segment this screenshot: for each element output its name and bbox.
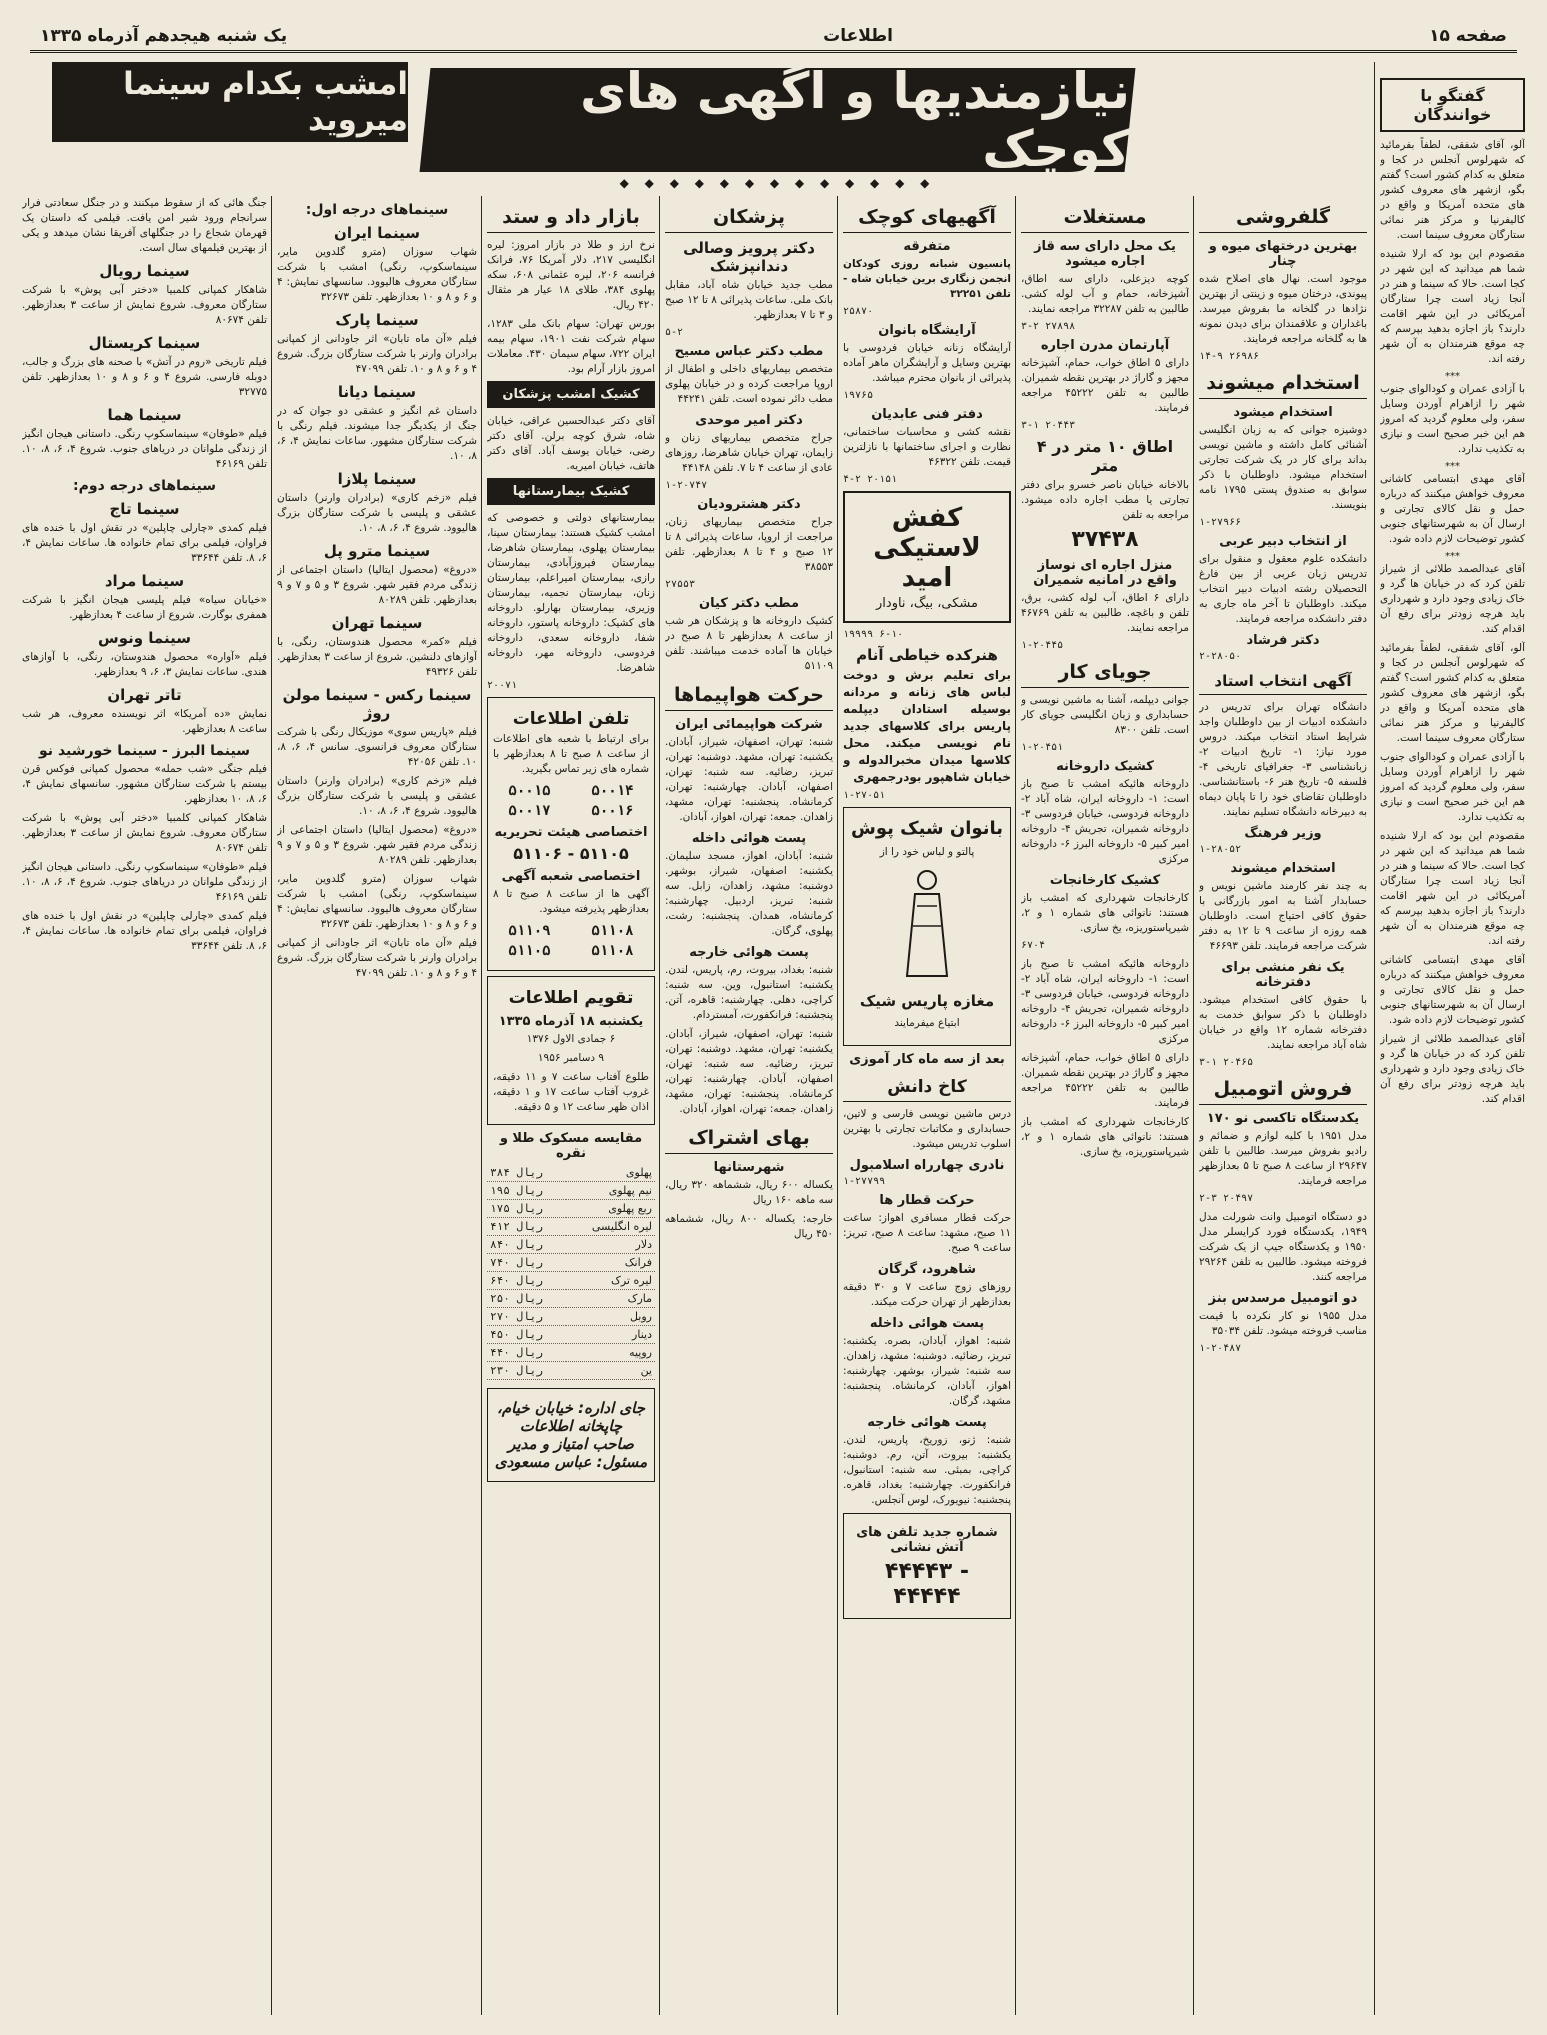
ad-text: کارخانجات شهرداری که امشب باز هستند: نانوائی های شماره ۱ و ۲، شیرپاستوریزه، یخ سازی. bbox=[1021, 1116, 1189, 1158]
section-title: کشیک بیمارستانها bbox=[487, 478, 655, 505]
coin-price: ۳۸۴ ریال bbox=[487, 1164, 566, 1182]
ad-code: ۲۰۰۷۱ bbox=[487, 680, 518, 691]
column-small-ads bbox=[843, 196, 1011, 2015]
ad-text: مطب جدید خیابان شاه آباد، مقابل بانک ملی. ساعات پذیرائی ۸ تا ۱۲ صبح و ۳ تا ۷ بعدازظهر. bbox=[665, 279, 833, 321]
coin-price-row bbox=[487, 1164, 655, 1182]
coin-name: ربع پهلوی bbox=[566, 1200, 655, 1218]
ad-title: استخدام میشوند bbox=[1230, 861, 1336, 876]
classifieds-area bbox=[22, 196, 1525, 2015]
ad-code: ۱-۲۷۹۶۶ bbox=[1199, 517, 1242, 528]
page-number: صفحه ۱۵ bbox=[1429, 26, 1507, 46]
calendar-text: طلوع آفتاب ساعت ۷ و ۱۱ دقیقه، غروب آفتاب ساعت ۱۷ و ۱ دقیقه، اذان ظهر ساعت ۱۲ و ۵ دقیقه. bbox=[493, 1071, 649, 1113]
ad-text: شنبه: ژنو، زوریخ، پاریس، لندن. یکشنبه: بیروت، آتن، رم. دوشنبه: کراچی، بمبئی. سه شنبه: استانبول، فرانکفورت. چهارشنبه: بغداد، قاهره. پنجشنبه: نیویورک، لوس آنجلس. bbox=[843, 1434, 1011, 1506]
calendar-box bbox=[487, 976, 655, 1125]
cinema-text: فیلم «طوفان» سینماسکوپ رنگی. داستانی هیجان انگیز از زندگی ملوانان در دریاهای جنوب. شروع ۴، ۶، ۸، ۱۰. تلفن ۴۶۱۶۹ bbox=[22, 428, 267, 470]
ad-title: دو اتومبیل مرسدس بنز bbox=[1208, 1291, 1358, 1306]
ad-title: شهرستانها bbox=[713, 1160, 785, 1175]
cinema-text: «دروغ» (محصول ایتالیا) داستان اجتماعی از زندگی مردم فقیر شهر. شروع ۳ و ۵ و ۷ و ۹ بعدازظهر. تلفن ۸۰۲۸۹ bbox=[277, 564, 477, 606]
ad-text: متخصص بیماریهای داخلی و اطفال از اروپا مراجعت کرده و در خیابان پهلوی مطب دائر نموده است. تلفن ۴۴۲۴۱ bbox=[665, 363, 833, 405]
ad-text: دوشیزه جوانی که به زبان انگلیسی آشنائی کامل داشته و ماشین نویسی بداند برای کار در یک شرکت تجارتی استخدام میشود. داوطلبان با ذکر سوابق به صندوق پستی ۱۷۹۵ نامه بنویسند. bbox=[1199, 424, 1367, 511]
ad-text: آقای دکتر عبدالحسین عراقی، خیابان شاه، شرق کوچه برلن. آقای دکتر رضی، خیابان یوسف آباد. آقای دکتر هاتف، خیابان امیریه. bbox=[487, 415, 655, 472]
ad-code: ۱-۲۰۴۸۷ bbox=[1199, 1343, 1242, 1354]
ad-code: ۳-۲ ۲۷۸۹۸ bbox=[1021, 321, 1076, 332]
readers-paragraph: آلو، آقای شفقی، لطفاً بفرمائید که شهرلوس آنجلس در کجا و متعلق به کدام کشور است؟ گفتم بگو، ازشهر های معروف کشور های متحده آمریکا و واقع در کالیفرنیا و مرکز هنر نمائی ستارگان معروف سینما است. bbox=[1380, 139, 1525, 241]
ad-text: داروخانه هائیکه امشب تا صبح باز است: ۱- داروخانه ایران، شاه آباد ۲- داروخانه فردوسی، خیابان فردوسی ۳- داروخانه شمیران، تجریش ۴- داروخانه امیر کبیر ۵- داروخانه البرز ۶- داروخانه مرکزی bbox=[1021, 778, 1189, 865]
coin-name: مارک bbox=[566, 1290, 655, 1308]
ad-text: به چند نفر کارمند ماشین نویس و حسابدار آشنا به امور بازرگانی با حقوق کافی احتیاج است. داوطلبان همه روزه از ساعت ۹ تا ۱۲ به دفتر شرکت مراجعه فرمایند. تلفن ۴۶۶۹۳ bbox=[1199, 880, 1367, 952]
ad-title: متفرقه bbox=[903, 239, 951, 254]
ad-text: شنبه: آبادان، اهواز، مسجد سلیمان. یکشنبه: اصفهان، شیراز، بوشهر. دوشنبه: مشهد، زاهدان، زابل. سه شنبه: تبریز، اردبیل. چهارشنبه: کرمانشاه، همدان. پنجشنبه: رشت، پهلوی، گرگان. bbox=[665, 850, 833, 937]
cinema-text: شاهکار کمپانی کلمبیا «دختر آبی پوش» با شرکت ستارگان معروف. شروع نمایش از ساعت ۳ بعدازظهر. تلفن ۸۰۶۷۴ bbox=[22, 812, 267, 854]
calendar-date-hijri: ۶ جمادی الاول ۱۳۷۶ bbox=[526, 1033, 616, 1045]
ad-title: اطاق ۱۰ متر در ۴ متر bbox=[1036, 437, 1174, 475]
readers-paragraph: آقای مهدی ابتسامی کاشانی معروف خواهش میکنند که درباره حمل و نقل کالای تجارتی و ارسال آن به شهرستانهای جنوبی کشور توضیحات لازم داده شود. bbox=[1380, 473, 1525, 545]
readers-paragraph: آلو، آقای شفقی، لطفاً بفرمائید که شهرلوس آنجلس در کجا و متعلق به کدام کشور است؟ گفتم بگو، ازشهر های معروف کشور های متحده آمریکا و واقع در کالیفرنیا و مرکز هنر نمائی ستارگان معروف سینما است. bbox=[1380, 642, 1525, 744]
coin-name: دینار bbox=[566, 1326, 655, 1344]
cinema-text: شهاب سوزان (مترو گلدوین مایر، سینماسکوپ، رنگی) امشب با شرکت ستارگان معروف هالیوود. سانسهای نمایش: ۴ و ۶ و ۸ و ۱۰ بعدازظهر. تلفن ۳۲۶۷۳ bbox=[277, 873, 477, 930]
cinema-name: سینما مترو پل bbox=[323, 542, 431, 560]
ad-title: نادری چهارراه اسلامبول bbox=[849, 1158, 1005, 1173]
cinema-name: سینما کریستال bbox=[88, 334, 201, 352]
publisher-owner: صاحب امتیاز و مدیر مسئول: عباس مسعودی bbox=[494, 1435, 648, 1471]
ad-text: داروخانه هائیکه امشب تا صبح باز است: ۱- داروخانه ایران، شاه آباد ۲- داروخانه فردوسی، خیابان فردوسی ۳- داروخانه شمیران، تجریش ۴- داروخانه امیر کبیر ۵- داروخانه البرز ۶- داروخانه مرکزی bbox=[1021, 958, 1189, 1045]
section-title: فروش اتومبیل bbox=[1199, 1074, 1367, 1105]
column-cinemas-2 bbox=[22, 196, 267, 2015]
readers-paragraph: مقصودم این بود که ارلا شنیده شما هم میدانید که این شهر در کجا است. حالا که سینما و هنر در آنجا زیاد است چرا ستارگان آمریکائی در این شهر اقامت دارند؟ باز اجازه بدهید بپرسم که چه موقع هنرمندان به آن شهر رفته اند. bbox=[1380, 830, 1525, 947]
cinema-name: تاتر تهران bbox=[107, 686, 182, 704]
coin-name: پهلوی bbox=[566, 1164, 655, 1182]
coin-price-row bbox=[487, 1218, 655, 1236]
ad-title: دکتر فرشاد bbox=[1246, 633, 1320, 648]
ad-text: با حقوق کافی استخدام میشود. داوطلبان با ذکر سوابق خدمت به دفترخانه شماره ۱۲ واقع در خیابان شاه آباد مراجعه نمایند. bbox=[1199, 994, 1367, 1051]
ad-code: ۱-۲۸۰۵۲ bbox=[1199, 844, 1242, 855]
ad-text: کشیک داروخانه ها و پزشکان هر شب از ساعت ۸ بعدازظهر تا ۸ صبح در خیابان ها آماده خدمت میباشند. تلفن ۵۱۱۰۹ bbox=[665, 615, 833, 672]
coin-price: ۸۴۰ ریال bbox=[487, 1236, 566, 1254]
phone-number: ۵۱۱۰۸ bbox=[591, 923, 634, 939]
ad-text: جراح متخصص بیماریهای زنان و زایمان، تهران خیابان شاهرضا، روزهای عادی از ساعت ۴ تا ۷. تلفن ۴۴۱۴۸ bbox=[665, 432, 833, 474]
cinema-name: سینما هما bbox=[107, 406, 182, 424]
ad-text: دارای ۵ اطاق خواب، حمام، آشپزخانه مجهز و گاراژ در بهترین نقطه شمیران. طالبین به تلفن ۴۵۲۲۲ مراجعه فرمایند. bbox=[1021, 357, 1189, 414]
column-market bbox=[487, 196, 655, 2015]
ad-text: نقشه کشی و محاسبات ساختمانی، نظارت و اجرای ساختمانها با نازلترین قیمت. تلفن ۴۶۳۲۲ bbox=[843, 426, 1011, 468]
ad-title: بعد از سه ماه کار آموزی bbox=[849, 1052, 1005, 1067]
section-title: آگهی انتخاب استاد bbox=[1199, 668, 1367, 695]
readers-paragraph: آقای عبدالصمد طلائی از شیراز تلفن کرد که در خیابان ها گرد و خاک زیادی وجود دارد و شهرداری باید هرچه زودتر برای رفع آن اقدام کند. bbox=[1380, 1033, 1525, 1105]
coin-price: ۲۷۰ ریال bbox=[487, 1308, 566, 1326]
section-title: آگهیهای کوچک bbox=[843, 202, 1011, 233]
ad-text: دارای ۶ اطاق، آب لوله کشی، برق، تلفن و باغچه. طالبین به تلفن ۴۶۷۶۹ مراجعه نمایند. bbox=[1021, 592, 1189, 634]
ad-title: یک محل دارای سه قاز اجاره میشود bbox=[1034, 239, 1176, 269]
cinema-text: فیلم «آواره» محصول هندوستان، رنگی، با آوازهای هندی. ساعات نمایش ۳، ۶، ۹ بعدازظهر. bbox=[22, 651, 267, 678]
ad-title: پست هوائی خارجه bbox=[867, 1415, 987, 1430]
cinema-name: سینما تهران bbox=[331, 614, 423, 632]
ad-title: بهترین درختهای میوه و چنار bbox=[1208, 239, 1358, 269]
ad-text: دارای ۵ اطاق خواب، حمام، آشپزخانه مجهز و گاراژ در بهترین نقطه شمیران. طالبین به تلفن ۴۵۲۲۲ مراجعه فرمایند. bbox=[1021, 1052, 1189, 1109]
column-cinemas-1 bbox=[277, 196, 477, 2015]
coin-price: ۲۳۰ ریال bbox=[487, 1362, 566, 1380]
ad-title: از انتخاب دبیر عربی bbox=[1219, 534, 1347, 549]
phone-number: ۵۰۰۱۵ bbox=[508, 783, 551, 799]
column-rule bbox=[481, 196, 482, 2015]
readers-paragraph: با آزادی عمران و کودالوای جنوب شهر را ازاهرام آوردن وسایل سفر، ولی معلوم گردید که امروز هم این خبر صحیح است و نیازی به تکذیب ندارد. bbox=[1380, 751, 1525, 823]
coin-price: ۴۴۰ ریال bbox=[487, 1344, 566, 1362]
divider: *** bbox=[1445, 551, 1460, 562]
cinema-text: فیلم تاریخی «روم در آتش» با صحنه های بزرگ و جالب، دوبله فارسی. شروع ۴ و ۶ و ۸ و ۱۰ بعدازظهر. تلفن ۳۲۷۷۵ bbox=[22, 356, 267, 398]
ad-code: ۱-۲۰۴۵۱ bbox=[1021, 742, 1064, 753]
ad-text: مدل ۱۹۵۵ نو کار نکرده با قیمت مناسب فروخته میشود. تلفن ۳۵۰۳۴ bbox=[1199, 1310, 1367, 1337]
phone-number: ۵۰۰۱۶ bbox=[591, 803, 634, 819]
calendar-title: تقویم اطلاعات bbox=[508, 988, 634, 1008]
ad-title: پست هوائی داخله bbox=[869, 1316, 985, 1331]
ad-title: کشیک کارخانجات bbox=[1049, 873, 1161, 888]
phone-number: ۵۱۱۰۸ bbox=[591, 943, 634, 959]
cinema-name: سینما دیانا bbox=[337, 383, 417, 401]
coin-price-row bbox=[487, 1308, 655, 1326]
ad-text: شنبه: تهران، اصفهان، شیراز، آبادان. یکشنبه: تهران، مشهد. دوشنبه: تهران، تبریز، رضائیه. سه شنبه: تهران، اصفهان، آبادان. چهارشنبه: تهران، کرمانشاه. پنجشنبه: تهران، مشهد، زاهدان. جمعه: تهران، اهواز، آبادان. bbox=[665, 736, 833, 823]
coin-name: فرانک bbox=[566, 1254, 655, 1272]
ad-code: ۳-۱ ۲۰۴۶۵ bbox=[1199, 1057, 1254, 1068]
coin-price-row bbox=[487, 1272, 655, 1290]
cinema-text: فیلم جنگی «شب حمله» محصول کمپانی فوکس قرن بیستم با شرکت ستارگان مشهور. سانسهای نمایش ۴، ۶، ۸، ۱۰ بعدازظهر. bbox=[22, 763, 267, 805]
coin-name: روپیه bbox=[566, 1344, 655, 1362]
ad-title: یکدستگاه تاکسی نو ۱۷۰ bbox=[1206, 1111, 1360, 1126]
ad-title: هنرکده خیاطی آنام bbox=[856, 646, 998, 664]
section-title: بازار داد و ستد bbox=[487, 202, 655, 233]
ads-dept-numbers bbox=[493, 923, 649, 959]
ad-code: ۱-۲۷۷۹۹ bbox=[843, 1176, 886, 1187]
ad-text: شنبه: اهواز، آبادان، بصره. یکشنبه: تبریز، رضائیه. دوشنبه: مشهد، زاهدان. سه شنبه: شیراز، بوشهر. چهارشنبه: اهواز، آبادان، کرمانشاه. پنجشنبه: مشهد، گرگان. bbox=[843, 1335, 1011, 1407]
cinema-text: فیلم «پاریس سوی» موزیکال رنگی با شرکت ستارگان معروف فرانسوی. سانس ۴، ۶، ۸، ۱۰. تلفن ۴۲۰۵۶ bbox=[277, 726, 477, 768]
ad-title: شاهرود، گرگان bbox=[877, 1262, 977, 1277]
ad-text: کوچه دیزعلی، دارای سه اطاق، آشپزخانه، حمام و آب لوله کشی. طالبین به تلفن ۳۲۲۸۷ مراجعه نمایند. bbox=[1021, 273, 1189, 315]
column-doctors bbox=[665, 196, 833, 2015]
fashion-advertisement bbox=[843, 807, 1011, 1046]
ad-code: ۴-۲ ۲۰۱۵۱ bbox=[843, 474, 898, 485]
section-title: کاخ دانش bbox=[843, 1073, 1011, 1102]
cinema-name: سینما ونوس bbox=[98, 629, 191, 647]
ad-title: حرکت قطار ها bbox=[879, 1193, 975, 1208]
ad-title: پست هوائی داخله bbox=[691, 831, 807, 846]
fire-dept-phone: ۴۴۴۴۳ - ۴۴۴۴۴ bbox=[885, 1559, 969, 1609]
phone-directory bbox=[487, 697, 655, 971]
readers-paragraph: با آزادی عمران و کودالوای جنوب شهر را ازاهرام آوردن وسایل سفر، ولی معلوم گردید که امروز هم این خبر صحیح است و نیازی به تکذیب ندارد. bbox=[1380, 383, 1525, 455]
ad-code: ۲-۲۸۰۵۰ bbox=[1199, 651, 1242, 662]
coin-price-row bbox=[487, 1290, 655, 1308]
phone-number: ۵۰۰۱۴ bbox=[591, 783, 634, 799]
ads-dept-title: اختصاصی شعبه آگهی bbox=[501, 869, 641, 884]
column-rule bbox=[837, 196, 838, 2015]
cinema-name: سینما ایران bbox=[334, 224, 420, 242]
ad-title: آپارتمان مدرن اجاره bbox=[1040, 338, 1170, 353]
coin-price-row bbox=[487, 1362, 655, 1380]
ad-title: مطب دکتر کیان bbox=[699, 596, 799, 611]
ad-code: ۱-۲۰۴۴۵ bbox=[1021, 640, 1064, 651]
cinema-name: سینما مراد bbox=[104, 572, 185, 590]
ad-text: جوانی دیپلمه، آشنا به ماشین نویسی و حسابداری و زبان انگلیسی جویای کار است. تلفن ۸۳۰۰ bbox=[1021, 694, 1189, 736]
column-rule bbox=[271, 196, 272, 2015]
ad-title: مطب دکتر عباس مسیح bbox=[674, 344, 824, 359]
cinema-text: «دروغ» (محصول ایتالیا) داستان اجتماعی از زندگی مردم فقیر شهر. شروع ۳ و ۵ و ۷ و ۹ بعدازظهر. تلفن ۸۰۲۸۹ bbox=[277, 824, 477, 866]
editorial-phone: ۵۱۱۰۶ - ۵۱۱۰۵ bbox=[513, 844, 629, 863]
coin-name: روبل bbox=[566, 1308, 655, 1326]
ad-title: منزل اجاره ای نوساز واقع در امانیه شمیران bbox=[1033, 558, 1177, 588]
ad-title: دفتر فنی عابدیان bbox=[871, 407, 983, 422]
section-title: مستغلات bbox=[1021, 202, 1189, 233]
fashion-ad-line: ابتیاع میفرمایند bbox=[894, 1017, 960, 1029]
coin-price: ۲۵۰ ریال bbox=[487, 1290, 566, 1308]
ad-code: ۵-۲ bbox=[665, 327, 684, 338]
fashion-ad-title: بانوان شیک پوش bbox=[851, 818, 1003, 839]
ad-text: بالاخانه خیابان ناصر خسرو برای دفتر تجارتی یا مطب اجاره داده میشود. مراجعه به تلفن bbox=[1021, 479, 1189, 521]
decorative-divider: ◆ ◆ ◆ ◆ ◆ ◆ ◆ ◆ ◆ ◆ ◆ ◆ ◆ bbox=[619, 176, 936, 190]
ad-title: شماره جدید تلفن های آتش نشانی bbox=[856, 1525, 998, 1555]
readers-title: گفتگو با خوانندگان bbox=[1380, 78, 1525, 132]
cinema-text: فیلم «آن ماه تابان» اثر جاودانی از کمپانی برادران وارنر با شرکت ستارگان بزرگ. شروع ۴ و ۶ و ۸ و ۱۰. تلفن ۴۷۰۹۹ bbox=[277, 937, 477, 979]
classifieds-banner-text: نیازمندیها و آگهی های کوچک bbox=[580, 62, 1130, 178]
shoe-advertisement bbox=[843, 491, 1011, 623]
ad-text: موجود است. نهال های اصلاح شده پیوندی، درختان میوه و زینتی از بهترین نژادها در گلخانه ما بفروش میرسد. باغداران و علاقمندان برای دیدن نمونه ها به گلخانه مراجعه فرمایند. bbox=[1199, 273, 1367, 345]
ad-text: مدل ۱۹۵۱ با کلیه لوازم و ضمائم و رادیو بفروش میرسد. طالبین با تلفن ۲۹۶۴۷ از ساعت ۸ صبح تا ۵ بعدازظهر مراجعه فرمایند. bbox=[1199, 1130, 1367, 1187]
cinema-banner-text: امشب بکدام سینما میروید bbox=[123, 66, 408, 138]
phone-directory-title: تلفن اطلاعات bbox=[512, 709, 630, 729]
section-title: سینماهای درجه اول: bbox=[305, 202, 449, 218]
cinema-text: نمایش «ده آمریکا» اثر نویسنده معروف، هر شب ساعت ۸ بعدازظهر. bbox=[22, 708, 267, 735]
section-title: جویای کار bbox=[1021, 657, 1189, 688]
coin-price-row bbox=[487, 1326, 655, 1344]
ad-code: ۲-۳ ۲۰۴۹۷ bbox=[1199, 1193, 1254, 1204]
ad-text: دانشگاه تهران برای تدریس در دانشکده ادبیات از بین داوطلبان واجد شرایط استاد انتخاب میکند. دروس مورد نیاز: ۱- تاریخ ادبیات ۲- زبانشناسی ۳- جغرافیای تاریخی ۴- فلسفه ۵- تاریخ هنر ۶- باستانشناسی. داوطلبان تقاضای خود را تا پایان دیماه به دبیرخانه دانشگاه تسلیم نمایند. bbox=[1199, 701, 1367, 818]
ad-title: دکتر پرویز وصالی دندانپزشک bbox=[683, 239, 815, 275]
cinema-name: سینما رویال bbox=[99, 262, 190, 280]
phone-number: ۵۰۰۱۷ bbox=[508, 803, 551, 819]
coin-price-row bbox=[487, 1182, 655, 1200]
ad-text: دانشکده علوم معقول و منقول برای تدریس زبان عربی از بین فارغ التحصیلان رشته ادبیات دبیر انتخاب میکند. داوطلبان تا آخر ماه جاری به دفتر دانشکده مراجعه فرمایند. bbox=[1199, 553, 1367, 625]
section-title: پزشکان bbox=[665, 202, 833, 233]
cinema-text: فیلم «آن ماه تابان» اثر جاودانی از کمپانی برادران وارنر با شرکت ستارگان بزرگ. شروع ۴ و ۶ و ۸ و ۱۰. تلفن ۴۷۰۹۹ bbox=[277, 333, 477, 375]
coin-price: ۴۵۰ ریال bbox=[487, 1326, 566, 1344]
coin-price-row bbox=[487, 1254, 655, 1272]
cinema-text: داستان غم انگیز و عشقی دو جوان که در جنگ از یکدیگر جدا میشوند. فیلم رنگی با شرکت ستارگان مشهور. ساعات نمایش ۴، ۶، ۸، ۱۰. bbox=[277, 405, 477, 462]
ad-code: ۱-۲۰۷۴۷ bbox=[665, 480, 708, 491]
ad-code: ۱-۲۷۰۵۱ bbox=[843, 790, 886, 801]
ad-text: پانسیون شبانه روزی کودکان انجمن زنگاری برین خیابان شاه - تلفن ۳۲۲۵۱ bbox=[843, 258, 1011, 300]
issue-date: یک شنبه هیجدهم آذرماه ۱۳۳۵ bbox=[40, 26, 288, 46]
fire-dept-phone-box bbox=[843, 1513, 1011, 1619]
column-rule bbox=[1193, 196, 1194, 2015]
phone-numbers bbox=[493, 783, 649, 819]
market-text: بورس تهران: سهام بانک ملی ۱۲۸۳، سهام شرکت نفت ۱۹۰۱، سهام بیمه ایران ۷۲۲، سهام سیمان ۴۳۰. معاملات امروز بازار آرام بود. bbox=[487, 318, 655, 375]
cinema-name: سینما رکس - سینما مولن روژ bbox=[282, 686, 472, 722]
cinema-intro: جنگ هائی که از سقوط میکنند و در جنگل سعادتی فرار سرانجام ورود شیر امن یافت. فیلمی که داستان یک قهرمان شجاع را در جنگلهای آفریقا نشان میدهد و یکی از بهترین فیلمهای سال است. bbox=[22, 197, 267, 254]
ad-title: پست هوائی خارجه bbox=[689, 945, 809, 960]
ad-title: شرکت هواپیمائی ایران bbox=[675, 717, 823, 732]
ad-text: دو دستگاه اتومبیل وانت شورلت مدل ۱۹۴۹، یکدستگاه فورد کرایسلر مدل ۱۹۵۰ و یکدستگاه جیپ از یک شرکت فروخته میشود. طالبین به تلفن ۲۹۲۶۴ مراجعه کنند. bbox=[1199, 1211, 1367, 1283]
phone-number: ۵۱۱۰۹ bbox=[508, 923, 551, 939]
ad-text: جراح متخصص بیماریهای زنان، مراجعت از اروپا، ساعات پذیرائی ۸ تا ۱۲ صبح و ۴ تا ۸ بعدازظهر. تلفن ۳۸۵۵۳ bbox=[665, 516, 833, 573]
coin-price: ۶۴۰ ریال bbox=[487, 1272, 566, 1290]
cinema-text: فیلم «کمر» محصول هندوستان، رنگی، با آوازهای دلنشین. شروع از ساعت ۳ بعدازظهر. تلفن ۴۹۳۲۶ bbox=[277, 636, 477, 678]
ad-title: کشیک داروخانه bbox=[1056, 759, 1154, 774]
ad-code: ۲۵۸۷۰ bbox=[843, 306, 874, 317]
coin-price-row bbox=[487, 1236, 655, 1254]
ad-text: درس ماشین نویسی فارسی و لاتین، حسابداری و مکاتبات تجارتی با بهترین اسلوب تدریس میشود. bbox=[843, 1108, 1011, 1150]
column-real-estate bbox=[1021, 196, 1189, 2015]
cinema-text: فیلم «زخم کاری» (برادران وارنر) داستان عشقی و پلیسی با شرکت ستارگان بزرگ هالیوود. شروع ۴، ۶، ۸، ۱۰. bbox=[277, 775, 477, 817]
ad-code: ۳-۱ ۲۰۴۴۳ bbox=[1021, 420, 1076, 431]
cinema-text: فیلم کمدی «چارلی چاپلین» در نقش اول با خنده های فراوان، فیلمی برای تمام خانواده ها. ساعات نمایش ۴، ۶، ۸. تلفن ۳۳۶۴۴ bbox=[22, 910, 267, 952]
divider: *** bbox=[1445, 461, 1460, 472]
ad-text: بیمارستانهای دولتی و خصوصی که امشب کشیک هستند: بیمارستان سینا، بیمارستان پهلوی، بیمارستان شاهرضا، بیمارستان فیروزآبادی، بیمارستان رازی، بیمارستان امیراعلم، بیمارستان زنان، بیمارستان نجمیه، بیمارستان وزیری، بیمارستان بهارلو. داروخانه های کشیک: داروخانه پاستور، داروخانه شفا، داروخانه سعدی، داروخانه فردوسی، داروخانه مهر، داروخانه شاهرضا. bbox=[487, 512, 655, 674]
ad-text: کارخانجات شهرداری که امشب باز هستند: نانوائی های شماره ۱ و ۲، شیرپاستوریزه، یخ سازی. bbox=[1021, 892, 1189, 934]
cinema-text: «خیابان سیاه» فیلم پلیسی هیجان انگیز با شرکت همفری بوگارت. شروع از ساعت ۴ بعدازظهر. bbox=[22, 594, 267, 621]
publisher-signature bbox=[487, 1388, 655, 1482]
coin-price: ۴۱۲ ریال bbox=[487, 1218, 566, 1236]
ad-code: ۱۹۹۹۹ ۶-۱۰ bbox=[843, 629, 904, 640]
ad-text: خارجه: یکساله ۸۰۰ ریال، ششماهه ۴۵۰ ریال bbox=[665, 1213, 833, 1240]
ad-text: شنبه: بغداد، بیروت، رم، پاریس، لندن. یکشنبه: استانبول، وین. سه شنبه: کراچی، دهلی. چهارشنبه: قاهره، آتن. پنجشنبه: فرانکفورت، آمستردام. bbox=[665, 964, 833, 1021]
ads-dept-text: آگهی ها از ساعت ۸ صبح تا ۸ بعدازظهر پذیرفته میشود. bbox=[493, 888, 650, 915]
page-header bbox=[30, 22, 1517, 53]
readers-paragraph: آقای عبدالصمد طلائی از شیراز تلفن کرد که در خیابان ها گرد و خاک زیادی وجود دارد و شهرداری باید هرچه زودتر برای رفع آن اقدام کند. bbox=[1380, 563, 1525, 635]
ad-title: استخدام میشود bbox=[1233, 405, 1333, 420]
woman-figure-icon bbox=[887, 866, 967, 986]
cinema-text: شهاب سوزان (مترو گلدوین مایر، سینماسکوپ، رنگی) امشب با شرکت ستارگان معروف هالیوود. سانسهای نمایش: ۴ و ۶ و ۸ و ۱۰ بعدازظهر. تلفن ۳۲۶۷۳ bbox=[277, 246, 477, 303]
ad-code: ۱۹۷۶۵ bbox=[843, 390, 874, 401]
section-title: سینماهای درجه دوم: bbox=[73, 478, 216, 494]
calendar-date: یکشنبه ۱۸ آذرماه ۱۳۳۵ bbox=[498, 1014, 644, 1029]
calendar-date-gregorian: ۹ دسامبر ۱۹۵۶ bbox=[537, 1052, 605, 1064]
newspaper-name: اطلاعات bbox=[823, 26, 893, 46]
ad-title: دکتر امیر موحدی bbox=[695, 413, 803, 428]
ad-title: یک نفر منشی برای دفترخانه bbox=[1221, 960, 1345, 990]
ad-title: وزیر فرهنگ bbox=[1244, 826, 1322, 841]
publisher-address: جای اداره: خیابان خیام، چاپخانه اطلاعات bbox=[497, 1399, 645, 1435]
market-text: نرخ ارز و طلا در بازار امروز: لیره انگلیسی ۲۱۷، دلار آمریکا ۷۶، فرانک فرانسه ۲۰۶، لیره عثمانی ۶۰۸، سکه پهلوی ۳۸۴، طلای ۱۸ عیار هر مثقال ۴۲۰ ریال. bbox=[487, 239, 655, 311]
cinema-text: فیلم «زخم کاری» (برادران وارنر) داستان عشقی و پلیسی با شرکت ستارگان بزرگ هالیوود. شروع ۴، ۶، ۸، ۱۰. bbox=[277, 492, 477, 534]
readers-paragraph: آقای مهدی ابتسامی کاشانی معروف خواهش میکنند که درباره حمل و نقل کالای تجارتی و ارسال آن به شهرستانهای جنوبی کشور توضیحات لازم داده شود. bbox=[1380, 954, 1525, 1026]
shoe-ad-title: کفش لاستیکی امید bbox=[873, 503, 981, 593]
coin-price: ۱۷۵ ریال bbox=[487, 1200, 566, 1218]
ad-code: ۶۷۰۴ bbox=[1021, 940, 1046, 951]
ad-text: برای تعلیم برش و دوخت لباس های زنانه و مردانه بوسیله استادان دیپلمه پاریس برای کلاسهای جدید نام نویسی میکند. محل کلاسها میدان مخبرالدوله و خیابان شاهپور بودرجمهری bbox=[843, 668, 1011, 784]
cinema-banner bbox=[52, 62, 408, 142]
ad-title: آرایشگاه بانوان bbox=[878, 323, 976, 338]
section-title: گلفروشی bbox=[1199, 202, 1367, 233]
section-title: بهای اشتراک bbox=[665, 1123, 833, 1154]
ad-phone: ۳۷۴۳۸ bbox=[1071, 527, 1139, 552]
cinema-name: سینما پارک bbox=[335, 311, 419, 329]
ad-text: شنبه: تهران، اصفهان، شیراز، آبادان. یکشنبه: تهران، مشهد. دوشنبه: تهران، تبریز، رضائیه. سه شنبه: تهران، اصفهان، آبادان. چهارشنبه: تهران، کرمانشاه. پنجشنبه: تهران، مشهد، زاهدان. جمعه: تهران، اهواز، آبادان. bbox=[665, 1028, 833, 1115]
coin-price: ۱۹۵ ریال bbox=[487, 1182, 566, 1200]
shoe-ad-subtitle: مشکی، بیگ، ناودار bbox=[876, 596, 978, 611]
phone-directory-text: برای ارتباط با شعبه های اطلاعات از ساعت ۸ صبح تا ۸ بعدازظهر با شماره های زیر تماس بگیرید. bbox=[493, 733, 649, 775]
ad-text: یکساله ۶۰۰ ریال، ششماهه ۳۲۰ ریال، سه ماهه ۱۶۰ ریال bbox=[665, 1179, 833, 1206]
ad-code: ۱۴-۹ ۲۶۹۸۶ bbox=[1199, 351, 1260, 362]
fashion-ad-line: پالتو و لباس خود را از bbox=[879, 846, 975, 858]
section-title: کشیک امشب پزشکان bbox=[487, 381, 655, 408]
cinema-name: سینما پلازا bbox=[337, 470, 417, 488]
coin-name: لیره ترک bbox=[566, 1272, 655, 1290]
column-rule bbox=[1015, 196, 1016, 2015]
readers-paragraph: مقصودم این بود که ارلا شنیده شما هم میدانید که این شهر در کجا است. حالا که سینما و هنر در آنجا زیاد است چرا ستارگان آمریکائی در این شهر اقامت دارند؟ باز اجازه بدهید بپرسم که چه موقع هنرمندان به آن شهر رفته اند. bbox=[1380, 248, 1525, 365]
cinema-name: سینما تاج bbox=[109, 500, 180, 518]
classifieds-banner bbox=[420, 62, 1136, 178]
coin-price-row bbox=[487, 1344, 655, 1362]
fashion-ad-shop: مغازه پاریس شیک bbox=[859, 992, 995, 1010]
phone-number: ۵۱۱۰۵ bbox=[508, 943, 551, 959]
ad-title: دکتر هشترودیان bbox=[697, 497, 801, 512]
editorial-title: اختصاصی هیئت تحریریه bbox=[494, 825, 648, 840]
ad-text: روزهای زوج ساعت ۷ و ۳۰ دقیقه بعدازظهر از تهران حرکت میکند. bbox=[843, 1281, 1011, 1308]
coin-name: نیم پهلوی bbox=[566, 1182, 655, 1200]
coin-name: لیره انگلیسی bbox=[566, 1218, 655, 1236]
coin-name: دلار bbox=[566, 1236, 655, 1254]
ad-text: آرایشگاه زنانه خیابان فردوسی با بهترین وسایل و آرایشگران ماهر آماده پذیرائی از بانوان محترم میباشد. bbox=[843, 342, 1011, 384]
section-title: حرکت هواپیماها bbox=[665, 680, 833, 711]
cinema-text: فیلم «طوفان» سینماسکوپ رنگی. داستانی هیجان انگیز از زندگی ملوانان در دریاهای جنوب. شروع ۴، ۶، ۸، ۱۰. تلفن ۴۶۱۶۹ bbox=[22, 861, 267, 903]
coins-title: مقایسه مسکوک طلا و نقره bbox=[499, 1131, 643, 1161]
coin-price-table bbox=[487, 1164, 655, 1380]
section-title: استخدام میشوند bbox=[1199, 368, 1367, 399]
cinema-text: شاهکار کمپانی کلمبیا «دختر آبی پوش» با شرکت ستارگان معروف. شروع نمایش از ساعت ۳ بعدازظهر. تلفن ۸۰۶۷۴ bbox=[22, 284, 267, 326]
column-rule bbox=[659, 196, 660, 2015]
coin-name: ین bbox=[566, 1362, 655, 1380]
ad-code: ۲۷۵۵۳ bbox=[665, 579, 696, 590]
coin-price-row bbox=[487, 1200, 655, 1218]
coin-price: ۷۴۰ ریال bbox=[487, 1254, 566, 1272]
divider: *** bbox=[1445, 371, 1460, 382]
column-employment bbox=[1199, 196, 1367, 2015]
ad-text: حرکت قطار مسافری اهواز: ساعت ۱۱ صبح، مشهد: ساعت ۸ صبح، تبریز: ساعت ۹ صبح. bbox=[843, 1212, 1011, 1254]
cinema-name: سینما البرز - سینما خورشید نو bbox=[39, 743, 250, 759]
cinema-text: فیلم کمدی «چارلی چاپلین» در نقش اول با خنده های فراوان، فیلمی برای تمام خانواده ها. ساعات نمایش ۴، ۶، ۸. تلفن ۳۳۶۴۴ bbox=[22, 522, 267, 564]
